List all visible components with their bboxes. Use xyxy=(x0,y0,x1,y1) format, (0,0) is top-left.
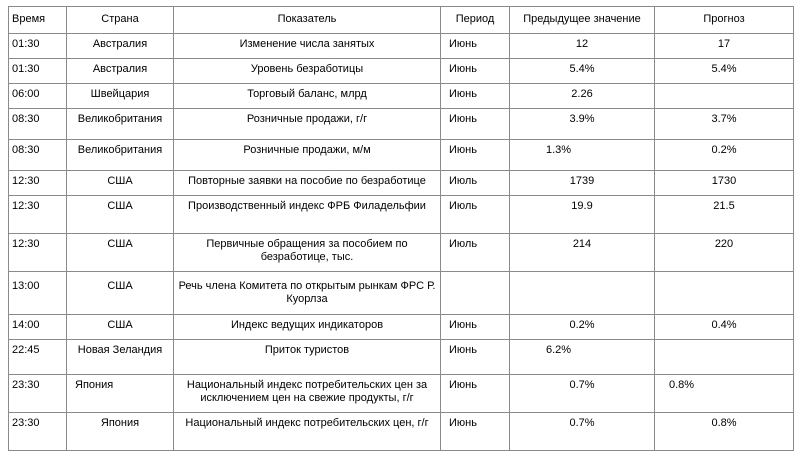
cell-indicator: Производственный индекс ФРБ Филадельфии xyxy=(174,196,441,234)
cell-period: Июнь xyxy=(441,413,510,451)
table-row xyxy=(9,413,794,451)
cell-time: 23:30 xyxy=(9,413,67,451)
cell-previous: 0.7% xyxy=(510,375,655,413)
cell-time: 12:30 xyxy=(9,234,67,272)
cell-time: 22:45 xyxy=(9,340,67,375)
cell-time: 23:30 xyxy=(9,375,67,413)
cell-indicator: Национальный индекс потребительских цен за исключением цен на свежие продукты, г/г xyxy=(174,375,441,413)
cell-indicator: Первичные обращения за пособием по безработице, тыс. xyxy=(174,234,441,272)
economic-calendar-table xyxy=(8,6,794,451)
cell-country: США xyxy=(67,272,174,315)
cell-country: Новая Зеландия xyxy=(67,340,174,375)
cell-indicator: Индекс ведущих индикаторов xyxy=(174,315,441,340)
cell-previous: 6.2% xyxy=(510,340,655,375)
header-period: Период xyxy=(441,7,510,34)
cell-indicator: Розничные продажи, м/м xyxy=(174,140,441,171)
cell-time: 12:30 xyxy=(9,171,67,196)
cell-time: 13:00 xyxy=(9,272,67,315)
cell-period: Июнь xyxy=(441,84,510,109)
header-country: Страна xyxy=(67,7,174,34)
table-row xyxy=(9,171,794,196)
cell-period: Июнь xyxy=(441,59,510,84)
cell-previous: 12 xyxy=(510,34,655,59)
cell-previous: 3.9% xyxy=(510,109,655,140)
cell-indicator: Уровень безработицы xyxy=(174,59,441,84)
cell-forecast: 1730 xyxy=(655,171,794,196)
cell-forecast xyxy=(655,340,794,375)
cell-country: Швейцария xyxy=(67,84,174,109)
cell-forecast: 0.4% xyxy=(655,315,794,340)
cell-time: 08:30 xyxy=(9,140,67,171)
table-row xyxy=(9,196,794,234)
cell-previous: 19.9 xyxy=(510,196,655,234)
table-row xyxy=(9,315,794,340)
cell-period: Июнь xyxy=(441,340,510,375)
cell-period: Июль xyxy=(441,196,510,234)
table-row xyxy=(9,109,794,140)
cell-period: Июль xyxy=(441,234,510,272)
cell-forecast: 17 xyxy=(655,34,794,59)
cell-forecast: 5.4% xyxy=(655,59,794,84)
header-indicator: Показатель xyxy=(174,7,441,34)
table-row xyxy=(9,84,794,109)
cell-previous xyxy=(510,272,655,315)
cell-period: Июнь xyxy=(441,109,510,140)
header-forecast: Прогноз xyxy=(655,7,794,34)
cell-country: Австралия xyxy=(67,34,174,59)
cell-time: 01:30 xyxy=(9,59,67,84)
cell-time: 08:30 xyxy=(9,109,67,140)
cell-previous: 1739 xyxy=(510,171,655,196)
cell-period: Июль xyxy=(441,171,510,196)
header-previous: Предыдущее значение xyxy=(510,7,655,34)
cell-previous: 5.4% xyxy=(510,59,655,84)
cell-time: 01:30 xyxy=(9,34,67,59)
cell-country: Япония xyxy=(67,375,174,413)
cell-indicator: Торговый баланс, млрд xyxy=(174,84,441,109)
cell-indicator: Повторные заявки на пособие по безработице xyxy=(174,171,441,196)
table-row xyxy=(9,234,794,272)
header-row xyxy=(9,7,794,34)
table-row xyxy=(9,59,794,84)
table-row xyxy=(9,272,794,315)
cell-indicator: Изменение числа занятых xyxy=(174,34,441,59)
cell-indicator: Национальный индекс потребительских цен, г/г xyxy=(174,413,441,451)
cell-indicator: Розничные продажи, г/г xyxy=(174,109,441,140)
cell-forecast xyxy=(655,272,794,315)
cell-country: Великобритания xyxy=(67,140,174,171)
cell-forecast: 220 xyxy=(655,234,794,272)
cell-period: Июнь xyxy=(441,375,510,413)
cell-country: США xyxy=(67,315,174,340)
cell-time: 14:00 xyxy=(9,315,67,340)
cell-forecast: 21.5 xyxy=(655,196,794,234)
cell-country: Великобритания xyxy=(67,109,174,140)
cell-indicator: Речь члена Комитета по открытым рынкам ФРС Р. Куорлза xyxy=(174,272,441,315)
cell-previous: 214 xyxy=(510,234,655,272)
cell-previous: 1.3% xyxy=(510,140,655,171)
cell-forecast: 0.8% xyxy=(655,413,794,451)
header-time: Время xyxy=(9,7,67,34)
cell-forecast: 0.8% xyxy=(655,375,794,413)
cell-country: Австралия xyxy=(67,59,174,84)
cell-previous: 2.26 xyxy=(510,84,655,109)
cell-previous: 0.7% xyxy=(510,413,655,451)
cell-period: Июнь xyxy=(441,315,510,340)
cell-forecast: 0.2% xyxy=(655,140,794,171)
cell-country: США xyxy=(67,171,174,196)
cell-country: Япония xyxy=(67,413,174,451)
cell-previous: 0.2% xyxy=(510,315,655,340)
table-row xyxy=(9,375,794,413)
table-row xyxy=(9,340,794,375)
cell-forecast: 3.7% xyxy=(655,109,794,140)
cell-indicator: Приток туристов xyxy=(174,340,441,375)
table-row xyxy=(9,34,794,59)
cell-forecast xyxy=(655,84,794,109)
table-row xyxy=(9,140,794,171)
cell-time: 12:30 xyxy=(9,196,67,234)
cell-period xyxy=(441,272,510,315)
cell-country: США xyxy=(67,196,174,234)
cell-country: США xyxy=(67,234,174,272)
cell-time: 06:00 xyxy=(9,84,67,109)
cell-period: Июнь xyxy=(441,34,510,59)
cell-period: Июнь xyxy=(441,140,510,171)
